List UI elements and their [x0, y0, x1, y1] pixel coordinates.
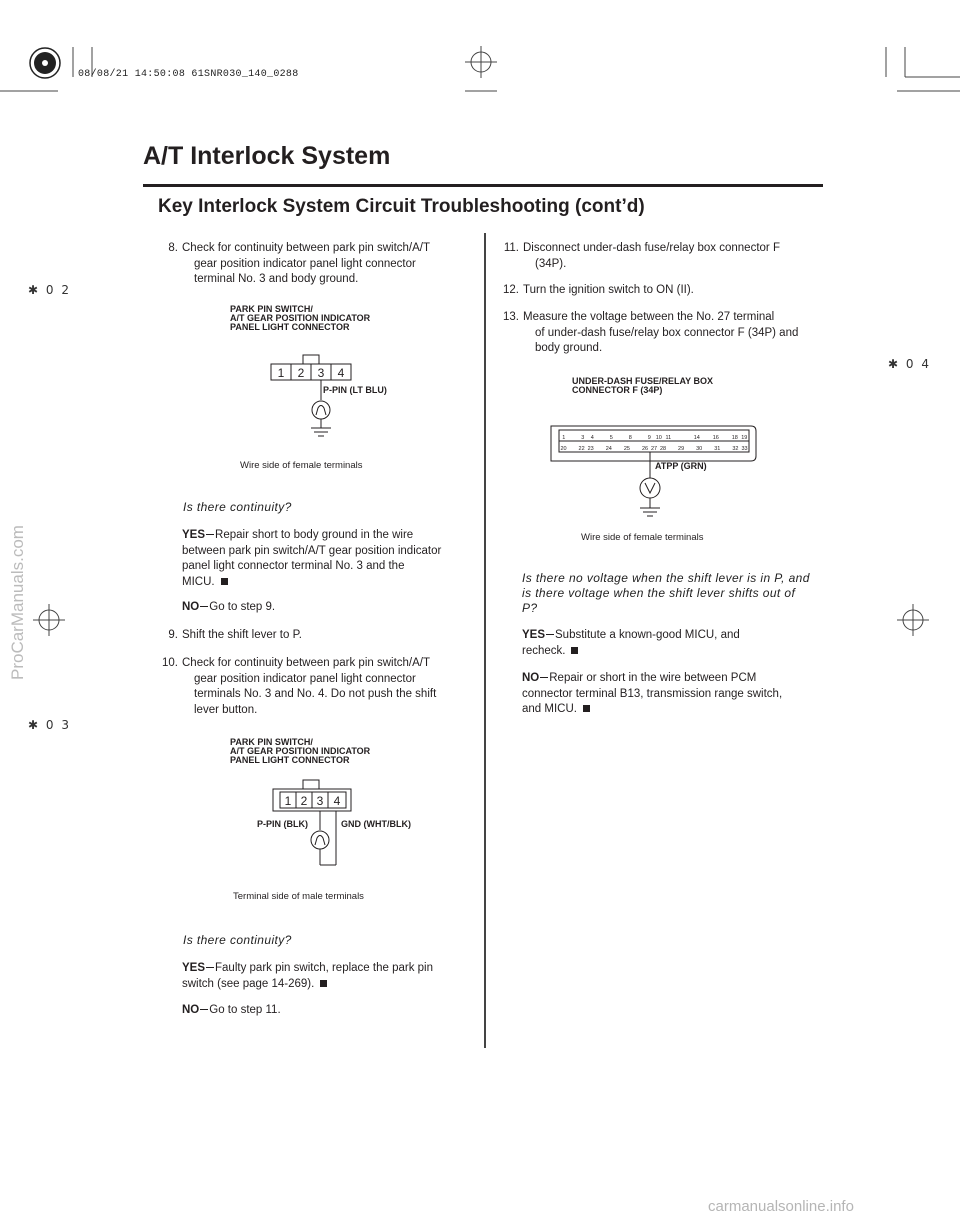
- figure2-caption: Terminal side of male terminals: [233, 891, 364, 902]
- pin-label: 19: [741, 435, 748, 441]
- wire-label-right: GND (WHT/BLK): [341, 819, 411, 829]
- page-title: A/T Interlock System: [143, 142, 391, 170]
- wire-label: P-PIN (LT BLU): [323, 385, 387, 395]
- end-mark-icon: [221, 578, 228, 585]
- figure3-title: UNDER-DASH FUSE/RELAY BOX CONNECTOR F (34P): [572, 376, 714, 395]
- pin-label: 20: [560, 446, 567, 452]
- title-rule: [143, 184, 823, 187]
- question: Is there no voltage when the shift lever is in P, and is there voltage when the shift lever shifts out of P?: [522, 571, 810, 615]
- pin-label: 3: [316, 794, 324, 808]
- pin-label: 4: [333, 794, 341, 808]
- wire-label: ATPP (GRN): [655, 461, 707, 471]
- step-10: 10. Check for continuity between park pin switch/A/T gear position indicator panel light connector terminals No. 3 and No. 4. Do not push the shift lever button.: [162, 657, 437, 716]
- pin-label: 31: [714, 446, 721, 452]
- question: Is there continuity?: [183, 933, 292, 947]
- pin-label: 30: [696, 446, 703, 452]
- watermark-side: ProCarManuals.com: [8, 525, 27, 680]
- step-11: 11. Disconnect under-dash fuse/relay box connector F (34P).: [503, 242, 780, 270]
- wire-label-left: P-PIN (BLK): [257, 819, 308, 829]
- figure2-title: PARK PIN SWITCH/ A/T GEAR POSITION INDICATOR PANEL LIGHT CONNECTOR: [230, 737, 371, 765]
- pin-label: 5: [609, 435, 613, 441]
- pin-label: 3: [581, 435, 585, 441]
- pin-label: 4: [590, 435, 594, 441]
- pin-label: 4: [337, 366, 345, 380]
- pin-label: 23: [587, 446, 594, 452]
- section-title: Key Interlock System Circuit Troubleshooting (cont’d): [158, 196, 645, 217]
- pin-label: 3: [317, 366, 325, 380]
- answer-yes: YES Faulty park pin switch, replace the park pin switch (see page 14-269).: [182, 962, 433, 990]
- end-mark-icon: [583, 705, 590, 712]
- end-mark-icon: [320, 980, 327, 987]
- step-9: 9. Shift the shift lever to P.: [168, 629, 302, 641]
- pin-label: 2: [297, 366, 305, 380]
- margin-mark: ✱ 0 2: [28, 283, 71, 297]
- pin-label: 9: [647, 435, 651, 441]
- watermark-bottom: carmanualsonline.info: [708, 1198, 854, 1215]
- pin-label: 25: [623, 446, 630, 452]
- step-8: 8. Check for continuity between park pin switch/A/T gear position indicator panel light connector terminal No. 3 and body ground.: [168, 242, 431, 285]
- pin-label: 18: [731, 435, 738, 441]
- pin-label: 1: [284, 794, 292, 808]
- margin-mark: ✱ 0 4: [888, 357, 931, 371]
- registration-target-icon: [28, 46, 62, 80]
- pin-label: 16: [712, 435, 719, 441]
- pin-label: 32: [732, 446, 739, 452]
- column-divider: [484, 233, 486, 1048]
- question: Is there continuity?: [183, 500, 292, 514]
- pin-label: 28: [659, 446, 667, 452]
- pin-label: 8: [628, 435, 632, 441]
- figure1-caption: Wire side of female terminals: [240, 460, 363, 471]
- margin-mark: ✱ 0 3: [28, 718, 71, 732]
- answer-yes: YES Substitute a known-good MICU, and recheck.: [522, 629, 740, 657]
- pin-label: 10: [655, 435, 662, 441]
- pin-label: 29: [678, 446, 685, 452]
- answer-no: NO Go to step 9.: [182, 601, 276, 613]
- step-13: 13. Measure the voltage between the No. 27 terminal of under-dash fuse/relay box connector F (34P) and body ground.: [503, 311, 799, 354]
- pin-label: 33: [741, 446, 748, 452]
- pin-label: 27: [650, 446, 658, 452]
- step-12: 12. Turn the ignition switch to ON (II).: [503, 284, 694, 296]
- figure3-caption: Wire side of female terminals: [581, 532, 704, 543]
- pin-label: 24: [605, 446, 612, 452]
- print-stamp: 08/08/21 14:50:08 61SNR030_140_0288: [78, 69, 299, 80]
- pin-label: 14: [693, 435, 700, 441]
- pin-label: 2: [300, 794, 308, 808]
- pin-label: 11: [665, 435, 672, 441]
- connector-diagram-1: [260, 350, 400, 445]
- end-mark-icon: [571, 647, 578, 654]
- pin-label: 26: [641, 446, 649, 452]
- pin-label: 1: [277, 366, 285, 380]
- answer-no: NO Repair or short in the wire between PCM connector terminal B13, transmission range switch, and MICU.: [522, 672, 783, 715]
- pin-label: 22: [578, 446, 585, 452]
- pin-label: 1: [562, 435, 566, 441]
- answer-yes: YES Repair short to body ground in the wire between park pin switch/A/T gear position indicator panel light connector terminal No. 3 and the MICU.: [182, 529, 442, 588]
- figure1-title: PARK PIN SWITCH/ A/T GEAR POSITION INDICATOR PANEL LIGHT CONNECTOR: [230, 304, 371, 332]
- answer-no: NO Go to step 11.: [182, 1004, 281, 1016]
